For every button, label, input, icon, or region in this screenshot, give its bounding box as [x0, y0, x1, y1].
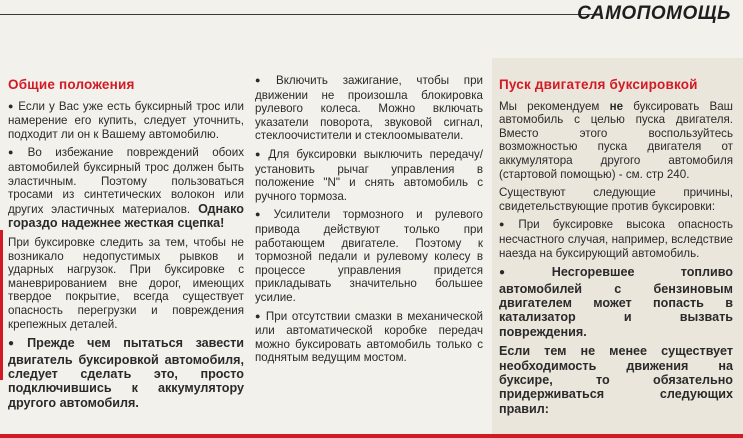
footer-bar [0, 434, 743, 438]
paragraph [255, 310, 483, 365]
emphasis-text: Однако гораздо надежнее жесткая сцепка! [8, 201, 244, 231]
paragraph [8, 236, 244, 331]
margin-stripe [0, 230, 3, 380]
paragraph [255, 74, 483, 143]
paragraph-text: Усилители тормозного и рулевого привода действуют только при работающем двигателе. Поэтому к тормозной педали и рулевому колесу в процессе управления придется прикладывать значительно большее усилие. [255, 208, 484, 304]
column-instructions [255, 74, 483, 370]
paragraph-text: При отсутствии смазки в механической или автоматической коробке передач можно буксировать автомобиль только с поднятым ведущим мостом. [255, 309, 484, 365]
paragraph-text: Если тем не менее существует необходимость движения на буксире, то обязательно придерживаться следующих правил: [499, 344, 733, 416]
paragraph [8, 146, 244, 231]
paragraph-text: Для буксировки выключить передачу/установить рычаг управления в положение "N" и снять автомобиль с ручного тормоза. [255, 147, 483, 203]
paragraph-bold [499, 344, 733, 416]
paragraph-text: Если у Вас уже есть буксирный трос или намерение его купить, следует уточнить, подходит ли он к Вашему автомобилю. [8, 99, 244, 141]
column-tow-start [499, 70, 733, 421]
paragraph-text: Несгоревшее топливо автомобилей с бензиновым двигателем может попасть в катализатор и вызвать повреждения. [499, 265, 734, 339]
section-heading-tow-start: Пуск двигателя буксировкой [499, 77, 698, 92]
column-general [8, 70, 244, 415]
page-title: САМОПОМОЩЬ [577, 3, 731, 24]
paragraph-text: Мы рекомендуем [499, 99, 600, 113]
paragraph-text: Существуют следующие причины, свидетельствующие против буксировки: [499, 186, 733, 213]
paragraph-text: Прежде чем пытаться завести двигатель буксировкой автомобиля, следует сделать это, просто подключившись к аккумулятору другого автомобиля. [8, 336, 244, 410]
paragraph [8, 100, 244, 142]
paragraph-text: При буксировке следить за тем, чтобы не возникало недопустимых рывков и ударных нагрузок. При буксировке с маневрированием вне дорог, имеющих твердое покрытие, всегда существует опасность перегрузки и повреждения крепежных деталей. [8, 235, 244, 331]
paragraph [499, 218, 733, 260]
paragraph-text: буксировать Ваш автомобиль с целью пуска двигателя. Вместо этого воспользуйтесь возможностью пуска двигателя от аккумулятора другого автомобиля (стартовой помощью) - см. стр 240. [499, 99, 733, 181]
paragraph-text: Во избежание повреждений обоих автомобилей буксирный трос должен быть эластичным. Поэтому пользоваться тросами из синтетических волокон или других эластичных материалов. [8, 146, 244, 216]
paragraph [255, 208, 483, 304]
section-heading-general: Общие положения [8, 77, 135, 92]
paragraph-bold [8, 336, 244, 410]
paragraph-text: Включить зажигание, чтобы при движении не произошла блокировка рулевого колеса. Можно включать указатели поворота, звуковой сигнал, стеклоочистители и стеклоомыватели. [255, 74, 484, 143]
page-header [0, 0, 743, 28]
paragraph [499, 186, 733, 213]
header-rule [0, 14, 598, 15]
paragraph-bold [499, 265, 733, 339]
emphasis-text: не [609, 99, 624, 113]
paragraph [499, 100, 733, 182]
paragraph-text: При буксировке высока опасность несчастного случая, например, вследствие наезда на буксирующий автомобиль. [499, 218, 733, 260]
paragraph [255, 148, 483, 203]
